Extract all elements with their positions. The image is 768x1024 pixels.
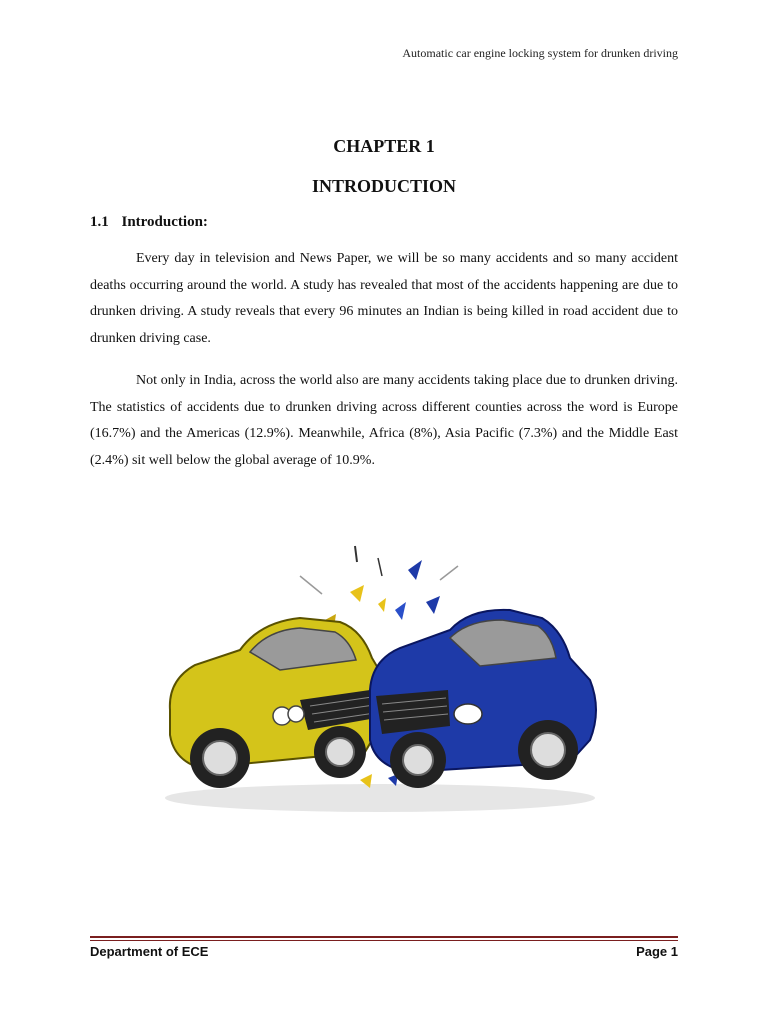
ground-shadow (165, 784, 595, 812)
blue-car (370, 610, 596, 788)
section-number: 1.1 (90, 214, 109, 230)
running-header: Automatic car engine locking system for drunken driving (402, 46, 678, 60)
section-title: Introduction: (121, 214, 208, 230)
footer-rule (90, 936, 678, 938)
footer-rule-thin (90, 940, 678, 941)
chapter-title: INTRODUCTION (311, 176, 457, 196)
footer-department: Department of ECE (90, 944, 209, 959)
section-heading (90, 214, 208, 231)
footer-page-number: Page 1 (636, 944, 678, 959)
paragraph-2: Not only in India, across the world also are many accidents taking place due to drunken driving. The statistics of accidents due to drunken driving across different counties across the word is Europe (16.7%) and the Americas (12.9%). Meanwhile, Africa (8%), Asia Pacific (7.3%) and the Middle East (2.4%) sit well below the global average of 10.9%. (90, 373, 678, 468)
yellow-car (170, 618, 387, 788)
car-crash-illustration (150, 530, 610, 820)
chapter-number: CHAPTER 1 (333, 136, 435, 156)
paragraph-1: Every day in television and News Paper, we will be so many accidents and so many accident deaths occurring around the world. A study has revealed that most of the accidents happening are due to drunken driving. A study reveals that every 96 minutes an Indian is being killed in road accident due to drunken driving case. (90, 251, 678, 346)
